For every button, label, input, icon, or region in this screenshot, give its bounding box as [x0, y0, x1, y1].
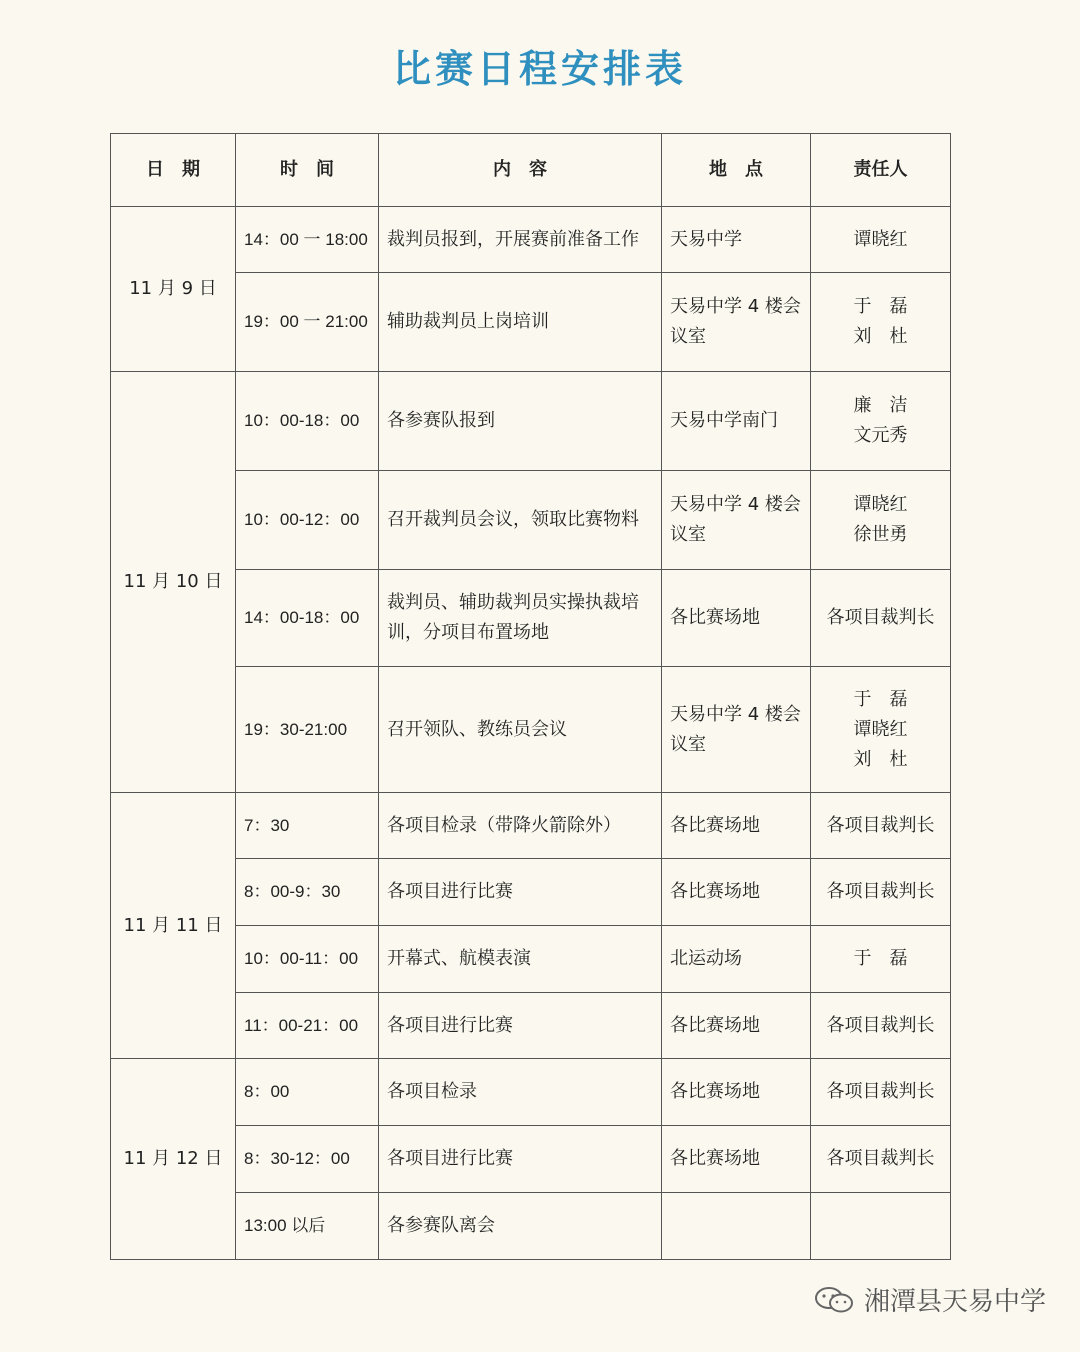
date-cell: 11 月 10 日	[111, 372, 236, 793]
time-cell: 11：00-21：00	[236, 993, 379, 1059]
table-row	[111, 273, 951, 372]
table-row	[111, 926, 951, 993]
content-cell: 召开裁判员会议，领取比赛物料	[379, 471, 662, 570]
watermark-text: 湘潭县天易中学	[863, 1287, 1046, 1317]
time-cell: 8：30-12：00	[236, 1126, 379, 1193]
time-cell: 14：00-18：00	[236, 570, 379, 667]
person-cell: 各项目裁判长	[811, 1126, 951, 1193]
time-cell: 10：00-18：00	[236, 372, 379, 471]
person-cell: 各项目裁判长	[811, 1059, 951, 1126]
place-cell: 各比赛场地	[662, 1059, 811, 1126]
table-row	[111, 1126, 951, 1193]
time-cell: 8：00-9：30	[236, 859, 379, 926]
place-cell: 各比赛场地	[662, 793, 811, 859]
person-cell: 于 磊 谭晓红 刘 杜	[811, 667, 951, 793]
schedule-table	[110, 133, 951, 1260]
header-date: 日 期	[111, 134, 236, 207]
place-cell: 天易中学 4 楼会议室	[662, 471, 811, 570]
table-row	[111, 372, 951, 471]
content-cell: 裁判员、辅助裁判员实操执裁培训，分项目布置场地	[379, 570, 662, 667]
date-cell: 11 月 9 日	[111, 207, 236, 372]
person-cell: 各项目裁判长	[811, 570, 951, 667]
person-cell: 于 磊 刘 杜	[811, 273, 951, 372]
place-cell: 天易中学	[662, 207, 811, 273]
table-row	[111, 1059, 951, 1126]
time-cell: 14：00 一 18:00	[236, 207, 379, 273]
place-cell: 天易中学南门	[662, 372, 811, 471]
table-row	[111, 859, 951, 926]
time-cell: 8：00	[236, 1059, 379, 1126]
table-row	[111, 993, 951, 1059]
content-cell: 各项目检录（带降火箭除外）	[379, 793, 662, 859]
page-title: 比赛日程安排表	[392, 47, 687, 91]
content-cell: 召开领队、教练员会议	[379, 667, 662, 793]
header-time: 时 间	[236, 134, 379, 207]
watermark	[814, 1281, 1046, 1318]
time-cell: 19：00 一 21:00	[236, 273, 379, 372]
place-cell: 天易中学 4 楼会议室	[662, 273, 811, 372]
table-row	[111, 207, 951, 273]
place-cell: 各比赛场地	[662, 1126, 811, 1193]
person-cell: 各项目裁判长	[811, 859, 951, 926]
table-row	[111, 471, 951, 570]
content-cell: 各参赛队离会	[379, 1193, 662, 1260]
time-cell: 13:00 以后	[236, 1193, 379, 1260]
content-cell: 开幕式、航模表演	[379, 926, 662, 993]
table-row	[111, 667, 951, 793]
table-row	[111, 793, 951, 859]
date-cell: 11 月 11 日	[111, 793, 236, 1059]
place-cell: 各比赛场地	[662, 859, 811, 926]
person-cell: 廉 洁 文元秀	[811, 372, 951, 471]
content-cell: 各项目进行比赛	[379, 1126, 662, 1193]
place-cell: 北运动场	[662, 926, 811, 993]
wechat-icon	[814, 1285, 856, 1315]
table-row	[111, 570, 951, 667]
content-cell: 各项目检录	[379, 1059, 662, 1126]
header-person: 责任人	[811, 134, 951, 207]
place-cell: 各比赛场地	[662, 993, 811, 1059]
person-cell: 谭晓红	[811, 207, 951, 273]
header-place: 地 点	[662, 134, 811, 207]
place-cell: 各比赛场地	[662, 570, 811, 667]
content-cell: 辅助裁判员上岗培训	[379, 273, 662, 372]
content-cell: 各参赛队报到	[379, 372, 662, 471]
content-cell: 裁判员报到，开展赛前准备工作	[379, 207, 662, 273]
place-cell: 天易中学 4 楼会议室	[662, 667, 811, 793]
content-cell: 各项目进行比赛	[379, 993, 662, 1059]
content-cell: 各项目进行比赛	[379, 859, 662, 926]
header-row	[111, 134, 951, 207]
place-cell	[662, 1193, 811, 1260]
header-content: 内 容	[379, 134, 662, 207]
date-cell: 11 月 12 日	[111, 1059, 236, 1260]
person-cell: 各项目裁判长	[811, 993, 951, 1059]
time-cell: 10：00-12：00	[236, 471, 379, 570]
person-cell	[811, 1193, 951, 1260]
person-cell: 谭晓红 徐世勇	[811, 471, 951, 570]
time-cell: 19：30-21:00	[236, 667, 379, 793]
table-row	[111, 1193, 951, 1260]
time-cell: 7：30	[236, 793, 379, 859]
person-cell: 各项目裁判长	[811, 793, 951, 859]
person-cell: 于 磊	[811, 926, 951, 993]
time-cell: 10：00-11：00	[236, 926, 379, 993]
